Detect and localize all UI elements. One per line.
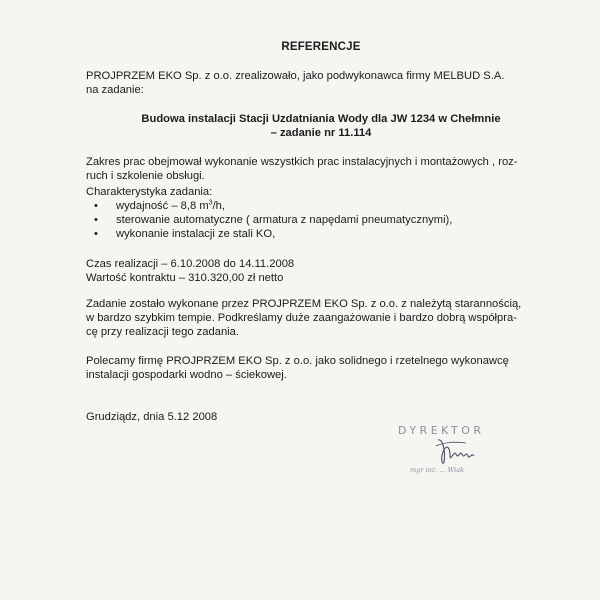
task-number-line: – zadanie nr 11.114 — [270, 127, 372, 139]
characteristics-list — [86, 199, 556, 241]
intro-line: na zadanie: — [86, 84, 144, 96]
stamp-name-text: mgr inż. ... Wiak — [410, 466, 465, 474]
document-title: REFERENCJE — [281, 41, 361, 53]
recommendation-line: Polecamy firmę PROJPRZEM EKO Sp. z o.o. jako solidnego i rzetelnego wykonawcę — [86, 355, 509, 367]
recommendation-paragraph — [86, 354, 556, 382]
capacity-text: wydajność – 8,8 m — [116, 200, 209, 212]
characteristics-section — [86, 185, 556, 241]
list-item — [94, 199, 556, 213]
task-title-line: Budowa instalacji Stacji Uzdatniania Wody dla JW 1234 w Chełmnie — [141, 113, 501, 125]
signature-stroke-icon — [436, 442, 466, 446]
scope-paragraph — [86, 155, 556, 183]
capacity-superscript: 3 — [208, 199, 213, 207]
director-stamp-signature — [380, 410, 530, 490]
capacity-unit: /h, — [212, 200, 226, 212]
stamp-graphic — [380, 410, 530, 490]
completion-line: Zadanie zostało wykonane przez PROJPRZEM EKO Sp. z o.o. z należytą starannością, — [86, 298, 522, 310]
realization-time: Czas realizacji – 6.10.2008 do 14.11.2008 — [86, 258, 295, 270]
list-item: • wykonanie instalacji ze stali KO, — [94, 227, 556, 241]
recommendation-line: instalacji gospodarki wodno – ściekowej. — [86, 369, 287, 381]
completion-line: cę przy realizacji tego zadania. — [86, 326, 239, 338]
list-item: • sterowanie automatyczne ( armatura z napędami pneumatycznymi), — [94, 213, 556, 227]
place-date: Grudziądz, dnia 5.12 2008 — [86, 411, 218, 423]
stamp-title-text: DYREKTOR — [398, 424, 485, 437]
characteristics-heading: Charakterystyka zadania: — [86, 186, 213, 198]
intro-paragraph — [86, 69, 556, 97]
completion-line: w bardzo szybkim tempie. Podkreślamy duże zaangażowanie i bardzo dobrą współpra- — [86, 312, 517, 324]
scope-line: Zakres prac obejmował wykonanie wszystkich prac instalacyjnych i montażowych , roz- — [86, 156, 518, 168]
completion-paragraph — [86, 297, 556, 339]
intro-line: PROJPRZEM EKO Sp. z o.o. zrealizowało, jako podwykonawca firmy MELBUD S.A. — [86, 70, 505, 82]
timing-paragraph — [86, 257, 556, 285]
task-title — [86, 112, 556, 140]
scope-line: ruch i szkolenie obsługi. — [86, 170, 205, 182]
contract-value: Wartość kontraktu – 310.320,00 zł netto — [86, 272, 284, 284]
